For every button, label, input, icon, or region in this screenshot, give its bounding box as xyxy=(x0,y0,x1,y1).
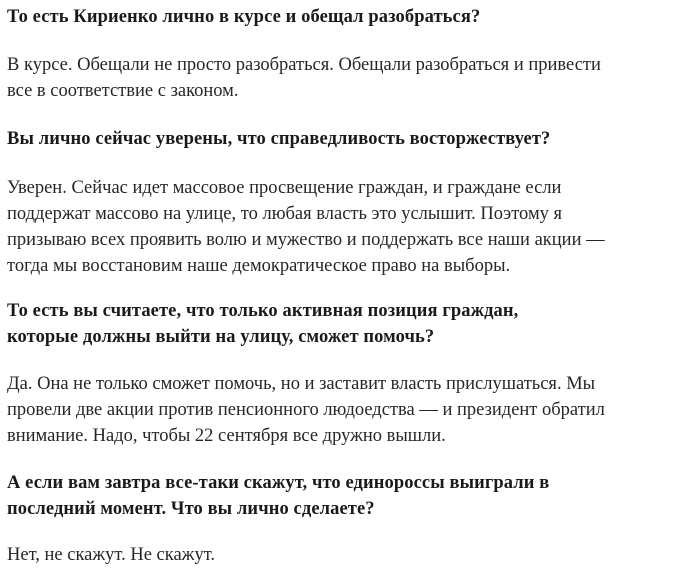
question-3-line-1: То есть вы считаете, что только активная позиция граждан, xyxy=(7,301,519,321)
question-2-line-1: Вы лично сейчас уверены, что справедливость восторжествует? xyxy=(7,129,551,149)
answer-1-line-2: все в соответствие с законом. xyxy=(7,81,239,101)
question-4-line-1: А если вам завтра все-таки скажут, что единороссы выиграли в xyxy=(7,473,550,493)
question-4-line-2: последний момент. Что вы лично сделаете? xyxy=(7,499,375,519)
answer-2 xyxy=(7,175,605,279)
answer-2-line-4: тогда мы восстановим наше демократическое право на выборы. xyxy=(7,256,511,276)
answer-4 xyxy=(7,542,215,568)
question-3-line-2: которые должны выйти на улицу, сможет помочь? xyxy=(7,327,435,347)
answer-3-line-2: провели две акции против пенсионного людоедства — и президент обратил xyxy=(7,400,605,420)
question-1 xyxy=(7,4,480,30)
answer-2-line-3: призываю всех проявить волю и мужество и поддержать все наши акции — xyxy=(7,230,605,250)
answer-3-line-3: внимание. Надо, чтобы 22 сентября все дружно вышли. xyxy=(7,426,446,446)
question-1-line-1: То есть Кириенко лично в курсе и обещал разобраться? xyxy=(7,7,481,27)
answer-2-line-1: Уверен. Сейчас идет массовое просвещение граждан, и граждане если xyxy=(7,178,562,198)
question-2 xyxy=(7,126,550,152)
answer-3-line-1: Да. Она не только сможет помочь, но и заставит власть прислушаться. Мы xyxy=(7,374,596,394)
question-4 xyxy=(7,470,549,522)
answer-2-line-2: поддержат массово на улице, то любая власть это услышит. Поэтому я xyxy=(7,204,563,224)
answer-4-line-1: Нет, не скажут. Не скажут. xyxy=(7,545,216,565)
answer-3 xyxy=(7,371,605,449)
answer-1 xyxy=(7,52,601,104)
question-3 xyxy=(7,298,518,350)
answer-1-line-1: В курсе. Обещали не просто разобраться. Обещали разобраться и привести xyxy=(7,55,601,75)
